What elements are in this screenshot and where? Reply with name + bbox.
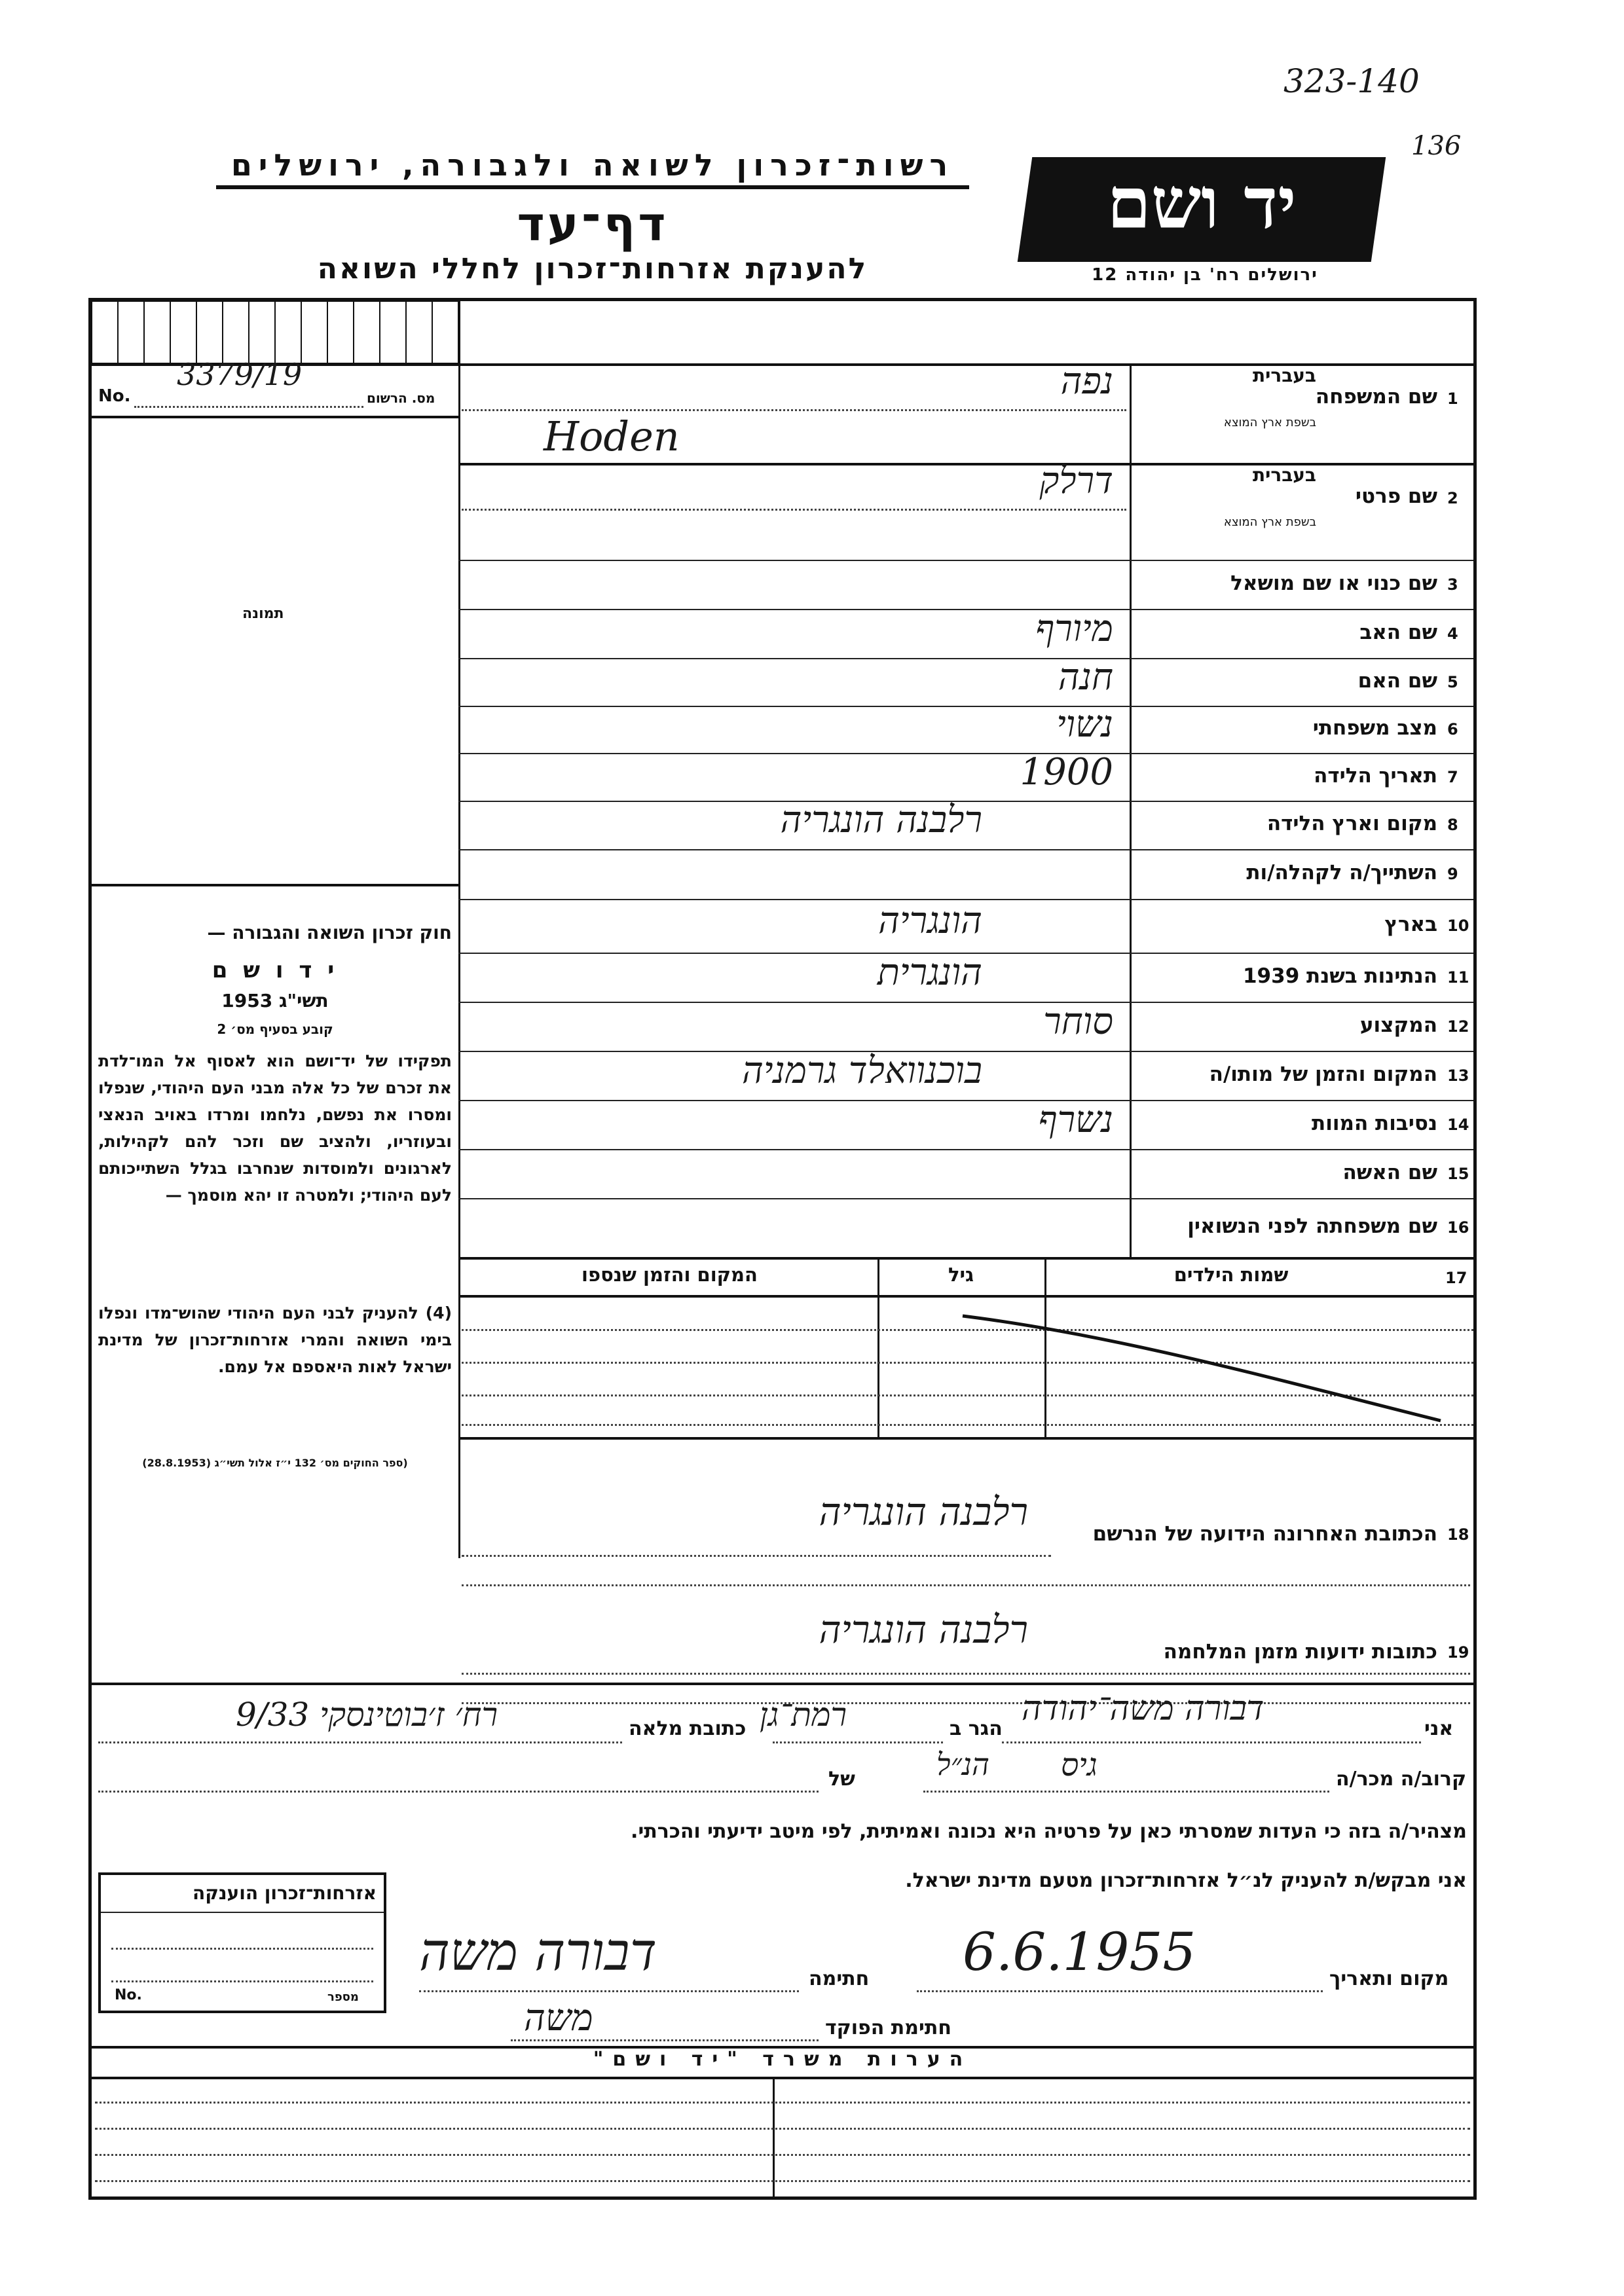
signature-value[interactable]: דבורה משה [419,1922,657,1982]
field-row-divider [458,658,1473,659]
page-title: דף־עד [517,196,669,251]
declarant-name-value[interactable]: דבורה משה־יהודה [1022,1689,1264,1728]
field-label: שם האם [1357,668,1437,693]
registration-label: מס. הרשום [367,390,435,406]
field-value[interactable]: נפה [1060,360,1113,403]
law-year: תשי"ג 1953 [221,990,329,1011]
of-value[interactable]: הנ״ל [936,1747,989,1782]
children-col-age: גיל [948,1264,974,1286]
field-number: 15 [1447,1164,1469,1183]
law-clause: קובע בסעיף מס׳ 2 [217,1021,333,1037]
address-number: 18 [1447,1525,1469,1544]
field-number: 9 [1447,865,1458,883]
field-label: שם כנוי או שם מושאל [1230,571,1437,595]
place-date-line [917,1990,1323,1992]
notes-title: הערות משרד "יד ושם" [593,2048,972,2071]
declaration-statement: מצהיר/ה בזה כי העדות שמסרתי כאן על פרטיה היא נכונה ואמיתית, לפי מיטב ידיעתי והכרתי. [631,1820,1467,1843]
address-line [462,1555,1051,1557]
children-number: 17 [1445,1269,1467,1287]
address-label: הכתובת האחרונה הידועה של הנרשם [1092,1522,1437,1546]
place-date-label: מקום ותאריך [1329,1967,1449,1990]
field-row-divider [458,1149,1473,1150]
grant-box-line [111,1948,373,1950]
field-row-divider [458,1198,1473,1199]
children-header-rule [458,1295,1473,1298]
field-label: המקום והזמן של מותו/ה [1209,1062,1437,1086]
declaration-i-label: אני [1424,1717,1454,1740]
place-date-value[interactable]: 6.6.1955 [963,1922,1196,1982]
field-label: המקצוע [1359,1013,1437,1037]
field-value[interactable]: 1900 [1020,750,1113,793]
field-number: 12 [1447,1017,1469,1036]
relation-label: קרוב/ה מכר/ה [1336,1768,1467,1791]
grant-box-line [111,1980,373,1982]
photo-top-rule [92,416,458,418]
address-value[interactable]: רלבנה הונגריה [819,1607,1028,1652]
field-value[interactable]: נשוי [1056,703,1113,746]
law-text: תפקידו של יד־ושם הוא לאסוף אל המו־לדת את זכרם של כל אלה מבני העם היהודי, שנפלו ומסרו את נפשם, נלחמו ומרדו באויב הנאצי ובעוזריו, ולהציב שם וזכר להם לקהילות, לארגונים ולמוסדות שנחרבו בגלל השתייכותם לעם היהודי; ולמטרה זו יהא מוסמך — [98,1051,452,1205]
field-number: 2 [1447,489,1458,507]
label-column-divider [1130,363,1132,1257]
field-label: נסיבות המוות [1312,1111,1437,1135]
address-line [462,1673,1470,1675]
field-row-divider [458,706,1473,707]
field-number: 6 [1447,720,1458,738]
field-sublabel-hebrew: בעברית [1252,464,1316,486]
field-sublabel-origin: בשפת ארץ המוצא [1223,515,1316,529]
field-value[interactable]: נשרף [1038,1098,1113,1141]
place-line [773,1741,943,1743]
field-label: מצב משפחתי [1312,716,1437,740]
photo-label: תמונה [242,606,284,622]
field-number: 3 [1447,575,1458,594]
file-number: 323-140 [1283,62,1420,100]
field-label: הנתינות בשנת 1939 [1242,964,1437,988]
declaration-top-rule [92,1683,1473,1685]
field-value[interactable]: חנה [1058,655,1113,699]
children-bottom-rule [458,1437,1473,1440]
field-midline [462,409,1126,411]
address-line [462,1584,1470,1586]
children-col-names: שמות הילדים [1173,1264,1289,1286]
logo-address: ירושלים רח' בן יהודה 12 [1092,265,1318,285]
field-row-divider [458,463,1473,465]
registration-no-label: No. [98,386,131,406]
page-subtitle: להענקת אזרחות־זכרון לחללי השואה [317,252,868,285]
logo-text: יד ושם [1107,162,1297,245]
signature-line [419,1990,799,1992]
field-number: 8 [1447,816,1458,834]
declarant-address-value[interactable]: רח׳ ז׳בוטינסקי 9/33 [236,1696,498,1734]
notes-line [95,2102,1470,2104]
field-number: 4 [1447,624,1458,643]
field-value[interactable]: רלבנה הונגריה [780,799,982,841]
field-sublabel-origin: בשפת ארץ המוצא [1223,416,1316,429]
notes-header-rule [92,2077,1473,2079]
notes-line [95,2128,1470,2130]
notes-line [95,2154,1470,2156]
field-row-divider [458,609,1473,610]
address-number: 19 [1447,1643,1469,1662]
field-label: שם משפחתה לפני הנשואין [1187,1214,1437,1238]
field-number: 11 [1447,968,1469,987]
field-value[interactable]: בוכנוואלד גרמניה [742,1049,982,1092]
field-midline [462,509,1126,511]
address-label: כתובות ידועות מזמן המלחמה [1163,1640,1437,1664]
field-row-divider [458,849,1473,850]
field-number: 10 [1447,917,1469,935]
officer-signature-value[interactable]: משה [524,1997,593,2039]
registration-value[interactable]: 3379/19 [177,357,303,392]
address-line [462,1702,1470,1704]
left-column-divider [458,301,460,1558]
relation-line [923,1791,1329,1793]
field-value[interactable]: דרלק [1039,460,1113,502]
field-row-divider [458,1002,1473,1003]
field-value[interactable]: הונגרית [877,951,982,994]
notes-line [95,2180,1470,2182]
law-text-clause4: (4) להעניק לבני העם היהודי שהוש־מדו ונפלו בימי השואה והמרי אזרחות־זכרון של מדינת ישראל לאות היאספם אל עמם. [98,1303,452,1376]
relation-value[interactable]: גיס [1061,1747,1098,1783]
field-value[interactable]: הונגריה [878,900,982,942]
field-label: מקום וארץ הלידה [1266,812,1437,835]
field-number: 16 [1447,1218,1469,1237]
field-label: שם האשה [1342,1160,1437,1184]
children-top-rule [458,1257,1473,1260]
children-col-place: המקום והזמן שנספו [581,1264,758,1286]
authority-name: רשות־זכרון לשואה ולגבורה, ירושלים [216,147,969,189]
field-number: 13 [1447,1066,1469,1085]
grant-box-rule [101,1912,384,1913]
address-value[interactable]: רלבנה הונגריה [819,1489,1028,1534]
grant-box-no-label: No. [115,1987,142,2003]
field-number: 7 [1447,767,1458,786]
signature-label: חתימה [809,1967,870,1990]
grant-box-title: אזרחות־זכרון הוענקה [193,1882,377,1904]
officer-signature-line [511,2039,819,2041]
field-number: 14 [1447,1115,1469,1134]
law-name: י ד ו ש ם [212,957,339,983]
field-sublabel-hebrew: בעברית [1252,365,1316,386]
field-value-origin[interactable]: Hoden [544,412,680,460]
registration-line [134,406,363,408]
declaration-living-label: הגר ב [950,1717,1003,1740]
children-strike-line [956,1309,1454,1434]
field-label: שם פרטי [1355,484,1437,508]
name-line [1002,1741,1421,1743]
photo-bottom-rule [92,884,458,886]
law-title: חוק זכרון השואה והגבורה — [207,922,452,943]
declaration-address-label: כתובת מלאה [629,1717,747,1740]
field-label: השתייך/ה לקהלה/ות [1246,861,1437,884]
declarant-place-value[interactable]: רמת־גן [760,1696,847,1734]
field-number: 5 [1447,672,1458,691]
field-row-divider [458,1100,1473,1101]
of-line [98,1791,819,1793]
field-row-divider [458,560,1473,561]
field-label: שם האב [1359,620,1437,644]
field-label: תאריך הלידה [1314,763,1437,788]
field-label: שם המשפחה [1315,385,1437,409]
children-col-divider-1 [877,1257,879,1437]
field-number: 1 [1447,390,1458,408]
address-line [98,1741,622,1743]
of-label: של [828,1768,855,1791]
field-value[interactable]: סוחר [1043,1000,1113,1043]
field-row-divider [458,753,1473,754]
field-label: בארץ [1384,913,1437,936]
declaration-request: אני מבקש/ת להעניק לנ״ל אזרחות־זכרון מטעם מדינת ישראל. [905,1869,1467,1892]
grant-box-number-label: מספר [327,1990,359,2004]
officer-signature-label: חתימת הפוקד [825,2016,951,2039]
field-value[interactable]: מיורף [1035,607,1113,650]
law-source: (ספר החוקים מס׳ 132 י״ז אלול תשי״ג (28.8.1953) [142,1457,408,1469]
corner-mark: 136 [1411,131,1462,161]
